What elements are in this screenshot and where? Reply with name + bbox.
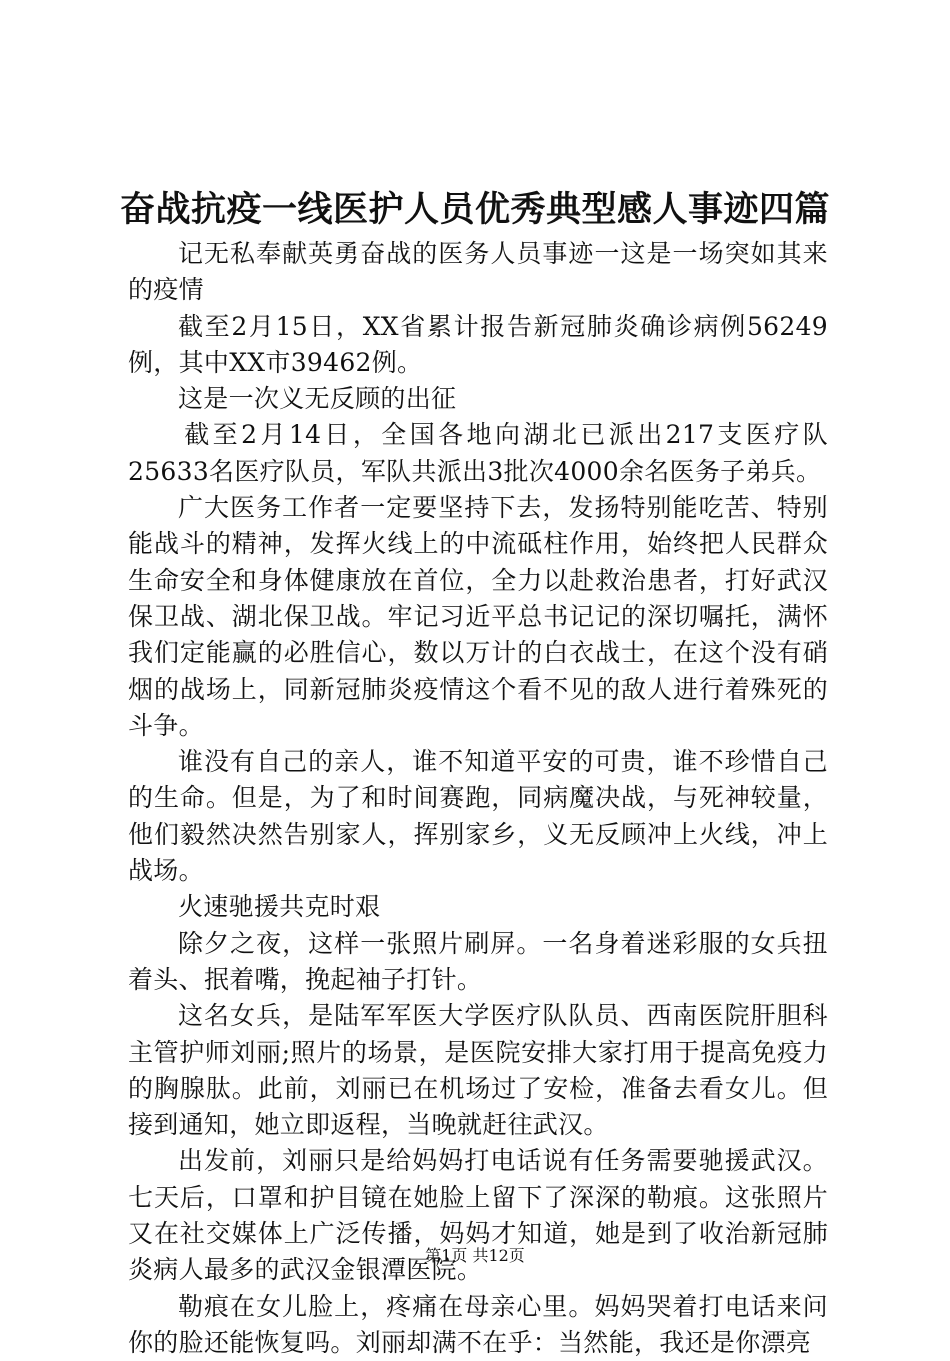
paragraph: 广大医务工作者一定要坚持下去，发扬特别能吃苦、特别能战斗的精神，发挥火线上的中流砥柱作用，始终把人民群众生命安全和身体健康放在首位，全力以赴救治患者，打好武汉保卫战、湖北保卫战。牢记习近平总书记记的深切嘱托，满怀我们定能赢的必胜信心，数以万计的白衣战士，在这个没有硝烟的战场上，同新冠肺炎疫情这个看不见的敌人进行着殊死的斗争。 — [128, 493, 828, 740]
paragraph: 记无私奉献英勇奋战的医务人员事迹一这是一场突如其来的疫情 — [128, 239, 828, 305]
section-heading: 火速驰援共克时艰 — [178, 892, 381, 922]
paragraph: 截至2月15日，XX省累计报告新冠肺炎确诊病例56249例，其中XX市39462例。 — [128, 311, 828, 377]
page-footer: 第1页 共12页 — [425, 1246, 525, 1265]
paragraph: 出发前，刘丽只是给妈妈打电话说有任务需要驰援武汉。七天后，口罩和护目镜在她脸上留下了深深的勒痕。这张照片又在社交媒体上广泛传播，妈妈才知道，她是到了收治新冠肺炎病人最多的武汉金银潭医院。 — [128, 1146, 828, 1285]
paragraph: 截至2月14日，全国各地向湖北已派出217支医疗队25633名医疗队员，军队共派出3批次4000余名医务子弟兵。 — [128, 420, 828, 486]
document-title: 奋战抗疫一线医护人员优秀典型感人事迹四篇 — [119, 190, 830, 230]
paragraph: 这名女兵，是陆军军医大学医疗队队员、西南医院肝胆科主管护师刘丽;照片的场景，是医院安排大家打用于提高免疫力的胸腺肽。此前，刘丽已在机场过了安检，准备去看女儿。但接到通知，她立即返程，当晚就赶往武汉。 — [128, 1001, 828, 1140]
paragraph: 除夕之夜，这样一张照片刷屏。一名身着迷彩服的女兵扭着头、抿着嘴，挽起袖子打针。 — [128, 928, 828, 994]
section-heading: 这是一次义无反顾的出征 — [178, 384, 457, 414]
document-body — [128, 236, 828, 1361]
paragraph: 谁没有自己的亲人，谁不知道平安的可贵，谁不珍惜自己的生命。但是，为了和时间赛跑，同病魔决战，与死神较量，他们毅然决然告别家人，挥别家乡，义无反顾冲上火线，冲上战场。 — [128, 747, 828, 886]
paragraph: 勒痕在女儿脸上，疼痛在母亲心里。妈妈哭着打电话来问你的脸还能恢复吗。刘丽却满不在乎：当然能，我还是你漂亮 — [128, 1291, 828, 1357]
